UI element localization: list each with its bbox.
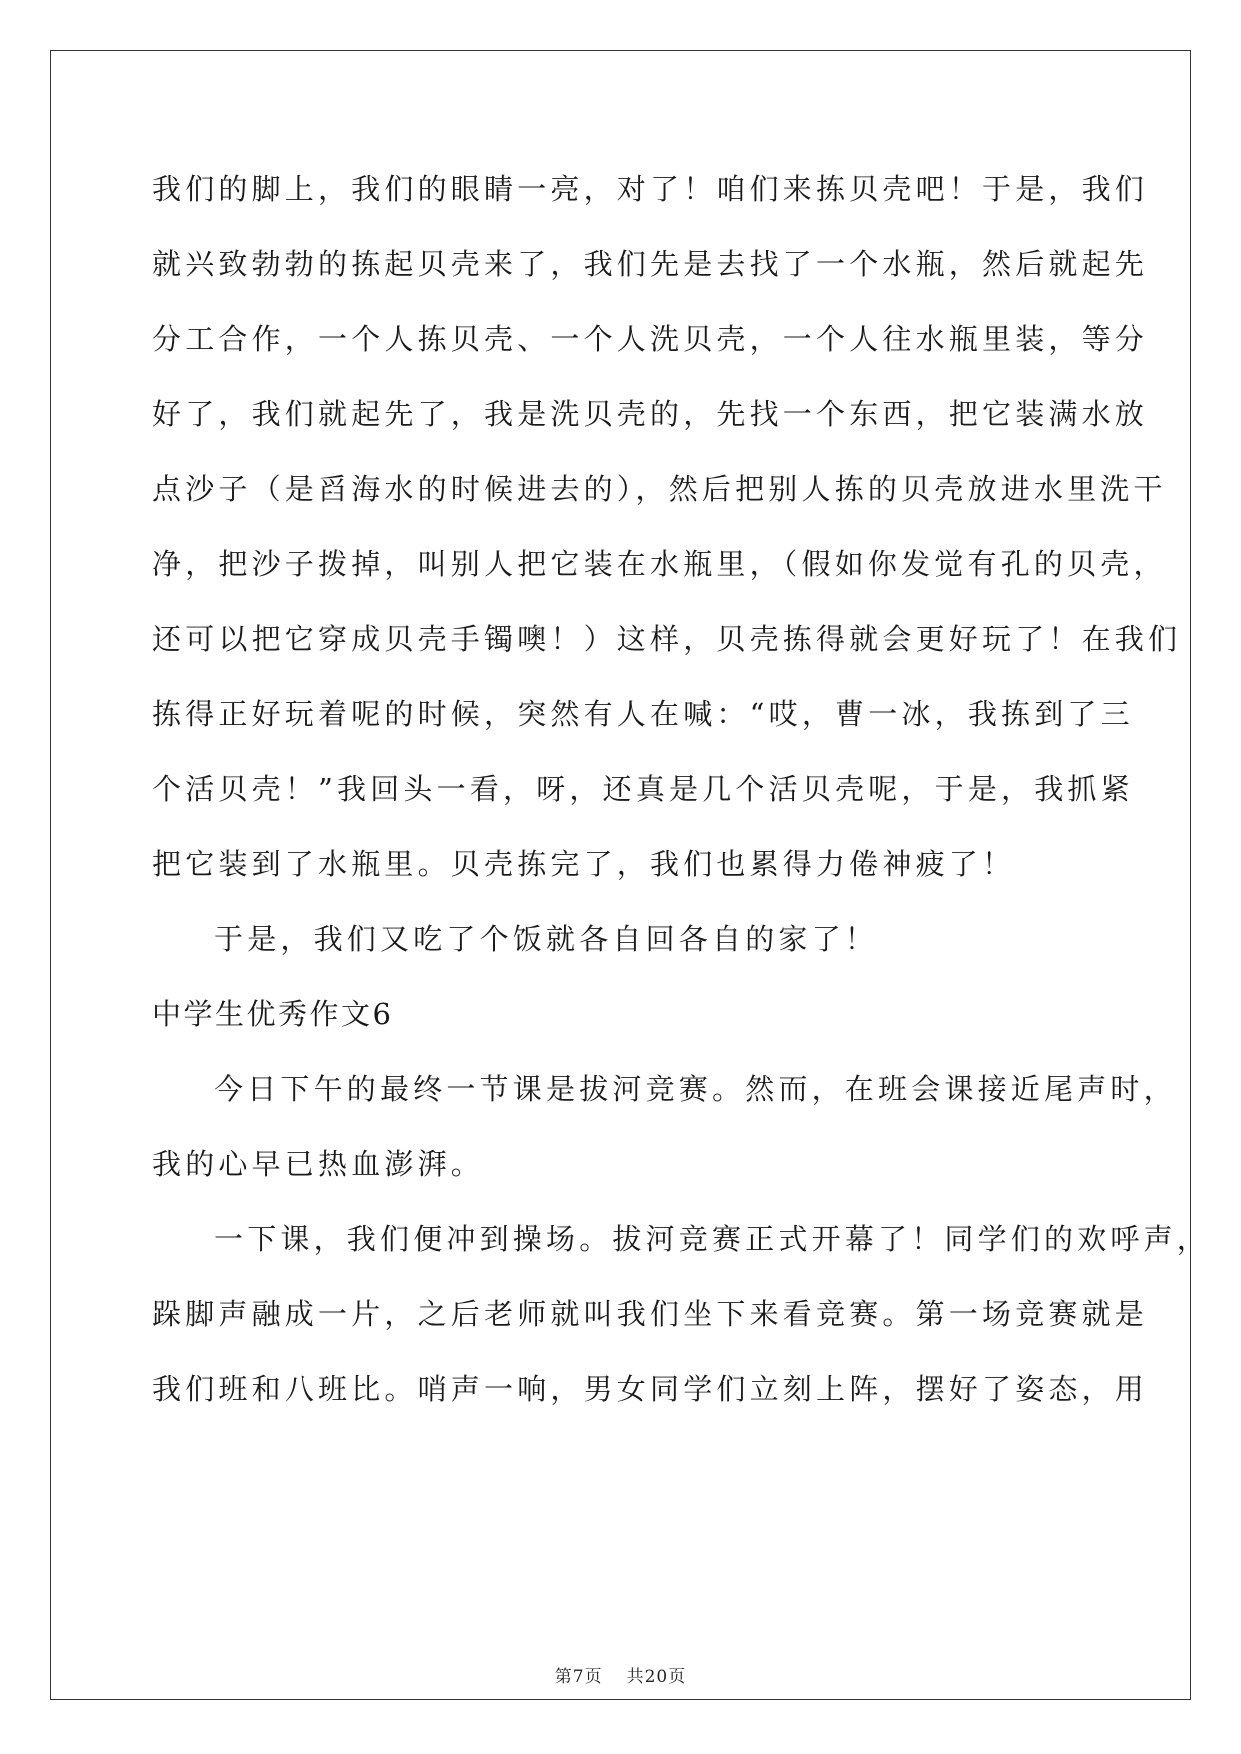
page-total: 共20页 [626,1667,687,1687]
text-line: 好了，我们就起先了，我是洗贝壳的，先找一个东西，把它装满水放 [152,397,1149,431]
text-line: 个活贝壳！”我回头一看，呀，还真是几个活贝壳呢，于是，我抓紧 [152,772,1134,806]
text-line: 跺脚声融成一片，之后老师就叫我们坐下来看竞赛。第一场竞赛就是 [152,1297,1149,1331]
section-heading: 中学生优秀作文6 [152,997,394,1031]
text-line: 我的心早已热血澎湃。 [152,1147,485,1181]
text-line: 点沙子（是舀海水的时候进去的），然后把别人拣的贝壳放进水里洗干 [152,472,1167,506]
page-footer [0,1662,1241,1687]
text-line: 分工合作，一个人拣贝壳、一个人洗贝壳，一个人往水瓶里装，等分 [152,322,1149,356]
text-line: 把它装到了水瓶里。贝壳拣完了，我们也累得力倦神疲了！ [152,847,1016,881]
text-line: 拣得正好玩着呢的时候，突然有人在喊：“哎，曹一冰，我拣到了三 [152,697,1134,731]
page-number: 第7页 [554,1667,603,1687]
text-line: 今日下午的最终一节课是拔河竞赛。然而，在班会课接近尾声时， [214,1072,1177,1106]
text-line: 我们班和八班比。哨声一响，男女同学们立刻上阵，摆好了姿态，用 [152,1372,1149,1406]
text-line: 还可以把它穿成贝壳手镯噢！）这样，贝壳拣得就会更好玩了！在我们 [152,622,1182,656]
text-line: 我们的脚上，我们的眼睛一亮，对了！咱们来拣贝壳吧！于是，我们 [152,172,1149,206]
text-line: 一下课，我们便冲到操场。拔河竞赛正式开幕了！同学们的欢呼声， [214,1222,1211,1256]
text-line: 净，把沙子拨掉，叫别人把它装在水瓶里，（假如你发觉有孔的贝壳， [152,547,1167,581]
text-line: 于是，我们又吃了个饭就各自回各自的家了！ [214,922,879,956]
text-line: 就兴致勃勃的拣起贝壳来了，我们先是去找了一个水瓶，然后就起先 [152,247,1149,281]
